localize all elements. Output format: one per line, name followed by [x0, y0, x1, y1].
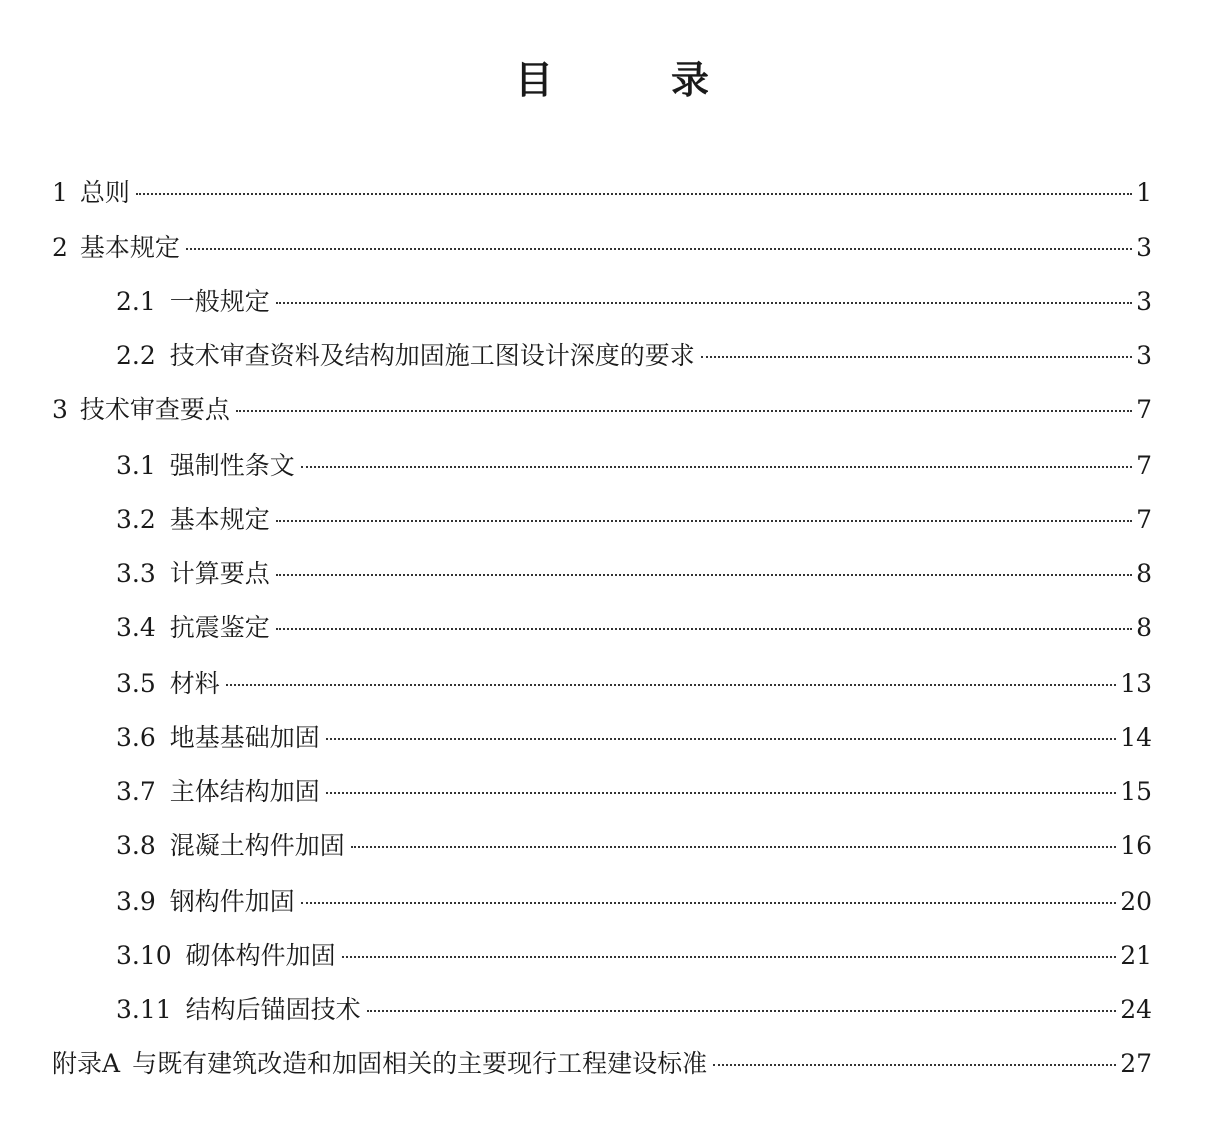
toc-entry-title: 混凝土构件加固: [169, 831, 345, 860]
dot-leader: [351, 846, 1116, 848]
toc-page-number: 20: [1120, 887, 1152, 916]
toc-page-number: 13: [1120, 669, 1152, 698]
toc-entry-2-1[interactable]: [116, 275, 1152, 329]
toc-entry-2[interactable]: [52, 221, 1152, 275]
toc-entry-3-2[interactable]: [116, 493, 1152, 547]
toc-entry-3-5[interactable]: [116, 657, 1152, 711]
toc-entry-title: 与既有建筑改造和加固相关的主要现行工程建设标准: [132, 1049, 708, 1078]
dot-leader: [236, 410, 1132, 412]
toc-entry-number: 1: [52, 178, 68, 207]
toc-page-number: 3: [1136, 341, 1152, 370]
toc-page-number: 14: [1120, 723, 1152, 752]
toc-entry-title: 技术审查要点: [79, 395, 230, 424]
toc-page-number: 1: [1136, 178, 1152, 207]
toc-entry-1[interactable]: [52, 166, 1152, 220]
toc-page-number: 27: [1120, 1049, 1152, 1078]
toc-entry-title: 结构后锚固技术: [185, 995, 361, 1024]
dot-leader: [186, 248, 1132, 250]
toc-entry-3-10[interactable]: [116, 929, 1152, 983]
toc-entry-3-4[interactable]: [116, 601, 1152, 655]
toc-entry-title: 钢构件加固: [169, 887, 295, 916]
toc-entry-number: 3.3: [116, 559, 156, 588]
toc-entry-title: 一般规定: [169, 287, 270, 316]
toc-entry-number: 3.6: [116, 723, 156, 752]
toc-entry-title: 主体结构加固: [169, 777, 320, 806]
toc-page-number: 3: [1136, 287, 1152, 316]
toc-entry-3-6[interactable]: [116, 711, 1152, 765]
dot-leader: [342, 956, 1117, 958]
toc-page-number: 3: [1136, 233, 1152, 262]
dot-leader: [326, 738, 1116, 740]
dot-leader: [301, 466, 1132, 468]
toc-entry-3-7[interactable]: [116, 765, 1152, 819]
dot-leader: [226, 684, 1116, 686]
toc-entry-title: 基本规定: [79, 233, 180, 262]
toc-page-number: 15: [1120, 777, 1152, 806]
dot-leader: [276, 574, 1132, 576]
toc-entry-appendix-a[interactable]: [52, 1037, 1152, 1091]
toc-entry-3[interactable]: [52, 383, 1152, 437]
toc-entry-number: 附录A: [52, 1049, 121, 1078]
toc-entry-number: 3.2: [116, 505, 156, 534]
toc-page-number: 7: [1136, 395, 1152, 424]
toc-entry-number: 3.5: [116, 669, 156, 698]
dot-leader: [701, 356, 1132, 358]
dot-leader: [136, 193, 1132, 195]
toc-entry-number: 3.7: [116, 777, 156, 806]
toc-entry-number: 3.4: [116, 613, 156, 642]
toc-entry-3-8[interactable]: [116, 819, 1152, 873]
dot-leader: [713, 1064, 1116, 1066]
toc-entry-3-11[interactable]: [116, 983, 1152, 1037]
dot-leader: [276, 628, 1132, 630]
toc-entry-number: 3.9: [116, 887, 156, 916]
dot-leader: [326, 792, 1116, 794]
toc-entry-number: 2.2: [116, 341, 156, 370]
toc-entry-title: 基本规定: [169, 505, 270, 534]
toc-entry-3-9[interactable]: [116, 875, 1152, 929]
toc-entry-title: 强制性条文: [169, 451, 295, 480]
toc-page-number: 24: [1120, 995, 1152, 1024]
toc-entry-title: 抗震鉴定: [169, 613, 270, 642]
toc-page-number: 8: [1136, 559, 1152, 588]
toc-entry-number: 3.8: [116, 831, 156, 860]
toc-entry-number: 3: [52, 395, 68, 424]
toc-entry-title: 技术审查资料及结构加固施工图设计深度的要求: [169, 341, 695, 370]
toc-entry-3-3[interactable]: [116, 547, 1152, 601]
dot-leader: [276, 302, 1132, 304]
dot-leader: [276, 520, 1132, 522]
toc-entry-number: 2: [52, 233, 68, 262]
toc-entry-number: 3.10: [116, 941, 172, 970]
toc-entry-2-2[interactable]: [116, 329, 1152, 383]
toc-page-number: 8: [1136, 613, 1152, 642]
toc-entry-title: 地基基础加固: [169, 723, 320, 752]
toc-page-number: 16: [1120, 831, 1152, 860]
toc-entry-title: 砌体构件加固: [185, 941, 336, 970]
toc-entry-title: 总则: [79, 178, 130, 207]
toc-entry-title: 材料: [169, 669, 220, 698]
dot-leader: [301, 902, 1116, 904]
toc-entry-title: 计算要点: [169, 559, 270, 588]
toc-page-number: 7: [1136, 505, 1152, 534]
toc-entry-number: 2.1: [116, 287, 156, 316]
toc-page-number: 21: [1120, 941, 1152, 970]
toc-entry-3-1[interactable]: [116, 439, 1152, 493]
toc-entry-number: 3.1: [116, 451, 156, 480]
toc-entry-number: 3.11: [116, 995, 172, 1024]
dot-leader: [367, 1010, 1117, 1012]
page-title: 目 录: [514, 57, 749, 102]
toc-page-number: 7: [1136, 451, 1152, 480]
